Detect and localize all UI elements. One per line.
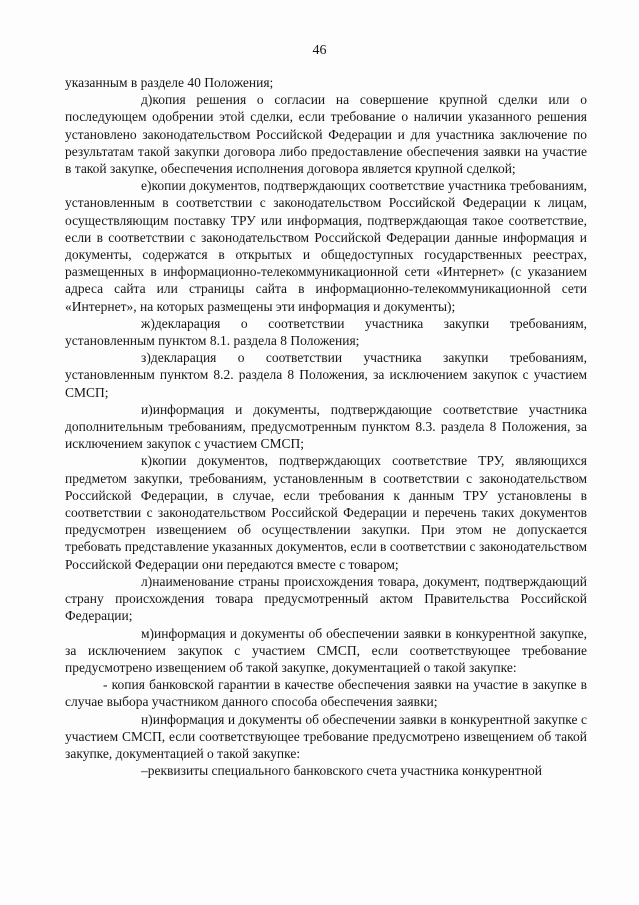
sub-item-special-account bbox=[65, 762, 587, 779]
list-item-e bbox=[65, 177, 587, 315]
paragraph-continuation bbox=[65, 74, 587, 91]
list-marker: з) bbox=[141, 350, 151, 366]
document-body bbox=[65, 74, 587, 779]
list-item-n bbox=[65, 711, 587, 763]
list-item-l bbox=[65, 573, 587, 625]
list-marker: - bbox=[103, 677, 108, 693]
list-marker: к) bbox=[141, 453, 153, 469]
list-item-z bbox=[65, 349, 587, 401]
paragraph-text: информация и документы об обеспечении заявки в конкурентной закупке с участием СМСП, если соответствующее требование предусмотрено извещением об такой закупке, документацией о такой закупке: bbox=[65, 711, 587, 761]
list-item-k bbox=[65, 452, 587, 572]
paragraph-text: наименование страны происхождения товара, документ, подтверждающий страну происхождения товара предусмотренный актом Правительства Российской Федерации; bbox=[65, 573, 587, 624]
list-item-zh bbox=[65, 315, 587, 349]
paragraph-text: декларация о соответствии участника закупки требованиям, установленным пунктом 8.2. раздела 8 Положения, за исключением закупок с участием СМСП; bbox=[65, 350, 587, 400]
list-marker: н) bbox=[141, 711, 153, 727]
paragraph-text: информация и документы, подтверждающие соответствие участника дополнительным требованиям, предусмотренным пунктом 8.3. раздела 8 Положения, за исключением закупок с участием СМСП; bbox=[65, 401, 587, 452]
list-marker: м) bbox=[141, 625, 155, 641]
list-marker: д) bbox=[141, 92, 153, 108]
page-number: 46 bbox=[312, 43, 327, 58]
paragraph-text: копии документов, подтверждающих соответствие ТРУ, являющихся предметом закупки, требованиям, установленным в соответствии с законодательством Российской Федерации, в случае, если требования к данным ТРУ установлены в соответствии с законодательством Российской Федерации и перечень таких документов предусмотрен извещением об осуществлении закупки. При этом не допускается требовать представление указанных документов, если в соответствии с законодательством Российской Федерации они передаются вместе с товаром; bbox=[65, 453, 587, 572]
list-marker: и) bbox=[141, 401, 153, 417]
sub-item-bank-guarantee bbox=[65, 676, 587, 710]
paragraph-text: копия банковской гарантии в качестве обеспечения заявки на участие в закупке в случае выбора участником данного способа обеспечения заявки; bbox=[65, 677, 587, 710]
paragraph-text: декларация о соответствии участника закупки требованиям, установленным пунктом 8.1. раздела 8 Положения; bbox=[65, 315, 587, 349]
paragraph-text: указанным в разделе 40 Положения; bbox=[65, 75, 274, 90]
list-marker: л) bbox=[141, 573, 153, 589]
list-marker: ж) bbox=[141, 315, 155, 331]
list-marker: е) bbox=[141, 178, 152, 194]
list-marker: – bbox=[141, 763, 148, 779]
list-item-i bbox=[65, 401, 587, 453]
list-item-m bbox=[65, 625, 587, 677]
paragraph-text: информация и документы об обеспечении заявки в конкурентной закупке, за исключением закупок с участием СМСП, если соответствующее требование предусмотрено извещением об такой закупке, документацией о такой закупке: bbox=[65, 625, 587, 675]
list-item-d bbox=[65, 91, 587, 177]
paragraph-text: реквизиты специального банковского счета участника конкурентной bbox=[147, 763, 543, 779]
paragraph-text: копии документов, подтверждающих соответствие участника требованиям, установленным в соответствии с законодательством Российской Федерации к лицам, осуществляющим поставку ТРУ или информация, подтверждающая такое соответствие, если в соответствии с законодательством Российской Федерации данные информация и документы, содержатся в открытых и общедоступных государственных реестрах, размещенных в информационно-телекоммуникационной сети «Интернет» (с указанием адреса сайта или страницы сайта в информационно-телекоммуникационной сети «Интернет», на которых размещены эти информация и документы); bbox=[65, 178, 587, 314]
paragraph-text: копия решения о согласии на совершение крупной сделки или о последующем одобрении этой сделки, если требование о наличии указанного решения установлено законодательством Российской Федерации и для участника заключение по результатам такой закупки договора либо предоставление обеспечения заявки на участие в такой закупке, обеспечения исполнения договора является крупной сделкой; bbox=[65, 92, 587, 177]
